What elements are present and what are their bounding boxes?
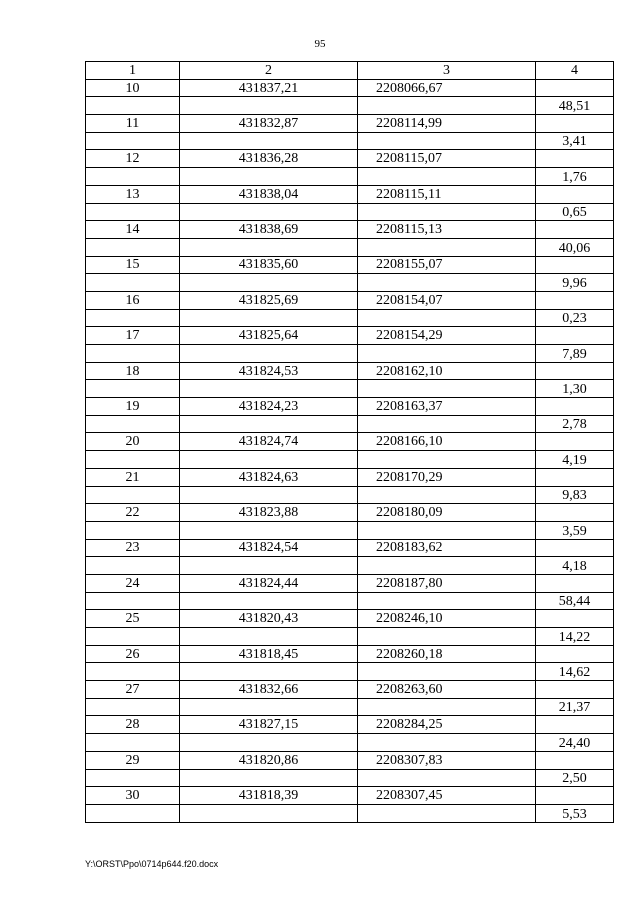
x-coordinate-cell: 431837,21 — [180, 79, 358, 97]
y-coordinate-cell: 2208115,07 — [358, 150, 536, 168]
table-row — [86, 787, 614, 805]
empty-cell — [536, 716, 614, 734]
empty-cell — [86, 415, 180, 433]
empty-cell — [536, 645, 614, 663]
table-row — [86, 415, 614, 433]
point-number-cell: 14 — [86, 221, 180, 239]
empty-cell — [536, 574, 614, 592]
distance-cell: 4,18 — [536, 557, 614, 575]
page-number: 95 — [314, 38, 326, 50]
x-coordinate-cell: 431825,64 — [180, 327, 358, 345]
point-number-cell: 13 — [86, 185, 180, 203]
y-coordinate-cell: 2208114,99 — [358, 115, 536, 133]
empty-cell — [86, 345, 180, 363]
empty-cell — [180, 97, 358, 115]
table-row — [86, 539, 614, 557]
empty-cell — [86, 238, 180, 256]
table-row — [86, 521, 614, 539]
empty-cell — [536, 115, 614, 133]
table-row — [86, 150, 614, 168]
table-body — [86, 62, 614, 823]
x-coordinate-cell: 431823,88 — [180, 504, 358, 522]
y-coordinate-cell: 2208180,09 — [358, 504, 536, 522]
table-row — [86, 238, 614, 256]
table-row — [86, 628, 614, 646]
table-row — [86, 185, 614, 203]
y-coordinate-cell: 2208183,62 — [358, 539, 536, 557]
point-number-cell: 12 — [86, 150, 180, 168]
empty-cell — [180, 769, 358, 787]
empty-cell — [536, 681, 614, 699]
y-coordinate-cell: 2208246,10 — [358, 610, 536, 628]
table-row — [86, 468, 614, 486]
empty-cell — [180, 451, 358, 469]
empty-cell — [358, 521, 536, 539]
table-row — [86, 574, 614, 592]
distance-cell: 9,83 — [536, 486, 614, 504]
empty-cell — [536, 327, 614, 345]
empty-cell — [180, 592, 358, 610]
point-number-cell: 22 — [86, 504, 180, 522]
distance-cell: 58,44 — [536, 592, 614, 610]
distance-cell: 7,89 — [536, 345, 614, 363]
table-row — [86, 274, 614, 292]
distance-cell: 14,62 — [536, 663, 614, 681]
distance-cell: 48,51 — [536, 97, 614, 115]
point-number-cell: 18 — [86, 362, 180, 380]
table-row — [86, 115, 614, 133]
point-number-cell: 20 — [86, 433, 180, 451]
point-number-cell: 11 — [86, 115, 180, 133]
empty-cell — [536, 468, 614, 486]
table-row — [86, 362, 614, 380]
distance-cell: 24,40 — [536, 734, 614, 752]
y-coordinate-cell: 2208187,80 — [358, 574, 536, 592]
y-coordinate-cell: 2208115,13 — [358, 221, 536, 239]
empty-cell — [536, 185, 614, 203]
point-number-cell: 15 — [86, 256, 180, 274]
empty-cell — [86, 309, 180, 327]
y-coordinate-cell: 2208307,83 — [358, 751, 536, 769]
empty-cell — [358, 415, 536, 433]
point-number-cell: 24 — [86, 574, 180, 592]
table-row — [86, 451, 614, 469]
empty-cell — [180, 345, 358, 363]
x-coordinate-cell: 431835,60 — [180, 256, 358, 274]
point-number-cell: 26 — [86, 645, 180, 663]
point-number-cell: 23 — [86, 539, 180, 557]
point-number-cell: 19 — [86, 398, 180, 416]
x-coordinate-cell: 431827,15 — [180, 716, 358, 734]
table-row — [86, 645, 614, 663]
empty-cell — [180, 203, 358, 221]
y-coordinate-cell: 2208260,18 — [358, 645, 536, 663]
y-coordinate-cell: 2208284,25 — [358, 716, 536, 734]
empty-cell — [180, 380, 358, 398]
empty-cell — [86, 168, 180, 186]
empty-cell — [86, 521, 180, 539]
empty-cell — [358, 345, 536, 363]
empty-cell — [536, 787, 614, 805]
table-row — [86, 309, 614, 327]
y-coordinate-cell: 2208154,29 — [358, 327, 536, 345]
distance-cell: 4,19 — [536, 451, 614, 469]
point-number-cell: 21 — [86, 468, 180, 486]
empty-cell — [180, 734, 358, 752]
table-row — [86, 291, 614, 309]
empty-cell — [180, 698, 358, 716]
distance-cell: 0,65 — [536, 203, 614, 221]
empty-cell — [358, 628, 536, 646]
empty-cell — [180, 274, 358, 292]
table-row — [86, 610, 614, 628]
empty-cell — [86, 734, 180, 752]
table-header-row — [86, 62, 614, 80]
empty-cell — [358, 663, 536, 681]
header-cell-1: 1 — [86, 62, 180, 80]
table-row — [86, 592, 614, 610]
point-number-cell: 17 — [86, 327, 180, 345]
empty-cell — [86, 97, 180, 115]
table-row — [86, 681, 614, 699]
empty-cell — [180, 804, 358, 822]
table-row — [86, 132, 614, 150]
y-coordinate-cell: 2208166,10 — [358, 433, 536, 451]
empty-cell — [536, 751, 614, 769]
empty-cell — [536, 610, 614, 628]
empty-cell — [536, 221, 614, 239]
y-coordinate-cell: 2208066,67 — [358, 79, 536, 97]
distance-cell: 3,41 — [536, 132, 614, 150]
table-row — [86, 698, 614, 716]
empty-cell — [86, 698, 180, 716]
table-row — [86, 221, 614, 239]
empty-cell — [86, 769, 180, 787]
header-cell-2: 2 — [180, 62, 358, 80]
empty-cell — [180, 628, 358, 646]
empty-cell — [358, 451, 536, 469]
table-row — [86, 751, 614, 769]
empty-cell — [180, 486, 358, 504]
empty-cell — [180, 309, 358, 327]
empty-cell — [536, 433, 614, 451]
x-coordinate-cell: 431820,86 — [180, 751, 358, 769]
distance-cell: 0,23 — [536, 309, 614, 327]
table-row — [86, 203, 614, 221]
distance-cell: 14,22 — [536, 628, 614, 646]
distance-cell: 2,50 — [536, 769, 614, 787]
empty-cell — [358, 769, 536, 787]
point-number-cell: 16 — [86, 291, 180, 309]
empty-cell — [358, 380, 536, 398]
table-row — [86, 486, 614, 504]
table-row — [86, 398, 614, 416]
empty-cell — [358, 274, 536, 292]
table-row — [86, 327, 614, 345]
empty-cell — [358, 557, 536, 575]
y-coordinate-cell: 2208115,11 — [358, 185, 536, 203]
y-coordinate-cell: 2208155,07 — [358, 256, 536, 274]
empty-cell — [358, 168, 536, 186]
distance-cell: 5,53 — [536, 804, 614, 822]
empty-cell — [358, 97, 536, 115]
empty-cell — [358, 238, 536, 256]
table-row — [86, 345, 614, 363]
empty-cell — [86, 486, 180, 504]
empty-cell — [180, 557, 358, 575]
table-row — [86, 734, 614, 752]
point-number-cell: 27 — [86, 681, 180, 699]
table-row — [86, 168, 614, 186]
distance-cell: 9,96 — [536, 274, 614, 292]
empty-cell — [86, 274, 180, 292]
empty-cell — [536, 150, 614, 168]
table-row — [86, 97, 614, 115]
empty-cell — [536, 256, 614, 274]
point-number-cell: 25 — [86, 610, 180, 628]
empty-cell — [86, 380, 180, 398]
distance-cell: 3,59 — [536, 521, 614, 539]
x-coordinate-cell: 431838,69 — [180, 221, 358, 239]
distance-cell: 1,30 — [536, 380, 614, 398]
empty-cell — [180, 415, 358, 433]
x-coordinate-cell: 431820,43 — [180, 610, 358, 628]
coordinates-table — [85, 61, 614, 823]
empty-cell — [358, 592, 536, 610]
y-coordinate-cell: 2208162,10 — [358, 362, 536, 380]
distance-cell: 2,78 — [536, 415, 614, 433]
x-coordinate-cell: 431824,74 — [180, 433, 358, 451]
empty-cell — [536, 398, 614, 416]
empty-cell — [86, 451, 180, 469]
table-row — [86, 380, 614, 398]
footer-file-path: Y:\ORST\Ppo\0714p644.f20.docx — [85, 859, 219, 869]
y-coordinate-cell: 2208154,07 — [358, 291, 536, 309]
header-cell-3: 3 — [358, 62, 536, 80]
x-coordinate-cell: 431836,28 — [180, 150, 358, 168]
empty-cell — [358, 309, 536, 327]
empty-cell — [358, 132, 536, 150]
empty-cell — [358, 804, 536, 822]
x-coordinate-cell: 431824,54 — [180, 539, 358, 557]
y-coordinate-cell: 2208307,45 — [358, 787, 536, 805]
x-coordinate-cell: 431818,45 — [180, 645, 358, 663]
point-number-cell: 10 — [86, 79, 180, 97]
x-coordinate-cell: 431825,69 — [180, 291, 358, 309]
point-number-cell: 29 — [86, 751, 180, 769]
x-coordinate-cell: 431824,63 — [180, 468, 358, 486]
empty-cell — [358, 486, 536, 504]
table-row — [86, 433, 614, 451]
empty-cell — [536, 539, 614, 557]
table-row — [86, 716, 614, 734]
empty-cell — [86, 628, 180, 646]
x-coordinate-cell: 431832,66 — [180, 681, 358, 699]
empty-cell — [86, 804, 180, 822]
table-row — [86, 769, 614, 787]
empty-cell — [180, 238, 358, 256]
y-coordinate-cell: 2208263,60 — [358, 681, 536, 699]
empty-cell — [358, 734, 536, 752]
empty-cell — [536, 79, 614, 97]
x-coordinate-cell: 431832,87 — [180, 115, 358, 133]
table-row — [86, 663, 614, 681]
empty-cell — [86, 557, 180, 575]
empty-cell — [86, 203, 180, 221]
empty-cell — [536, 362, 614, 380]
x-coordinate-cell: 431818,39 — [180, 787, 358, 805]
x-coordinate-cell: 431838,04 — [180, 185, 358, 203]
empty-cell — [86, 592, 180, 610]
x-coordinate-cell: 431824,44 — [180, 574, 358, 592]
empty-cell — [358, 698, 536, 716]
empty-cell — [180, 132, 358, 150]
x-coordinate-cell: 431824,53 — [180, 362, 358, 380]
point-number-cell: 30 — [86, 787, 180, 805]
empty-cell — [358, 203, 536, 221]
distance-cell: 40,06 — [536, 238, 614, 256]
y-coordinate-cell: 2208163,37 — [358, 398, 536, 416]
empty-cell — [86, 132, 180, 150]
header-cell-4: 4 — [536, 62, 614, 80]
empty-cell — [536, 291, 614, 309]
table-row — [86, 804, 614, 822]
point-number-cell: 28 — [86, 716, 180, 734]
y-coordinate-cell: 2208170,29 — [358, 468, 536, 486]
empty-cell — [180, 168, 358, 186]
x-coordinate-cell: 431824,23 — [180, 398, 358, 416]
table-row — [86, 557, 614, 575]
empty-cell — [536, 504, 614, 522]
distance-cell: 21,37 — [536, 698, 614, 716]
table-row — [86, 256, 614, 274]
empty-cell — [180, 521, 358, 539]
distance-cell: 1,76 — [536, 168, 614, 186]
table-row — [86, 79, 614, 97]
empty-cell — [180, 663, 358, 681]
empty-cell — [86, 663, 180, 681]
table-row — [86, 504, 614, 522]
